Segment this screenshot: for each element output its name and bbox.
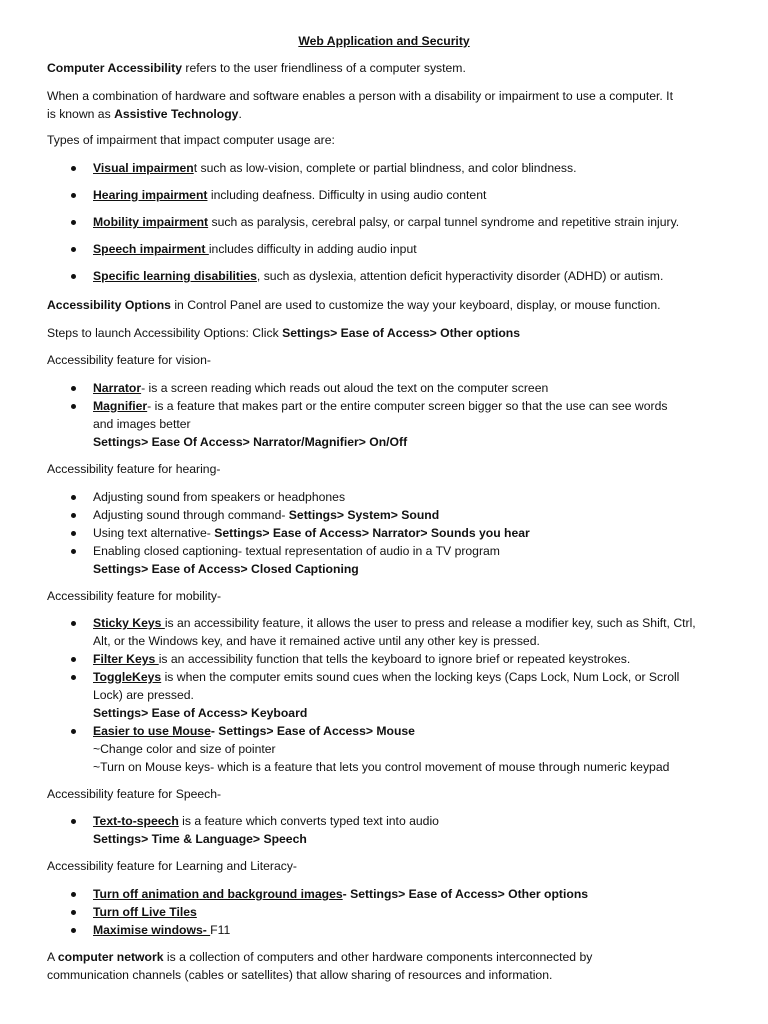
list-item: Adjusting sound through command- Settings> System> Sound bbox=[93, 506, 738, 524]
mobility-list bbox=[93, 614, 738, 776]
options-paragraph: Accessibility Options in Control Panel are used to customize the way your keyboard, display, or mouse function. bbox=[47, 298, 661, 312]
list-item: Narrator- is a screen reading which reads out aloud the text on the computer screen bbox=[93, 379, 738, 397]
assistive-paragraph bbox=[47, 87, 738, 123]
vision-heading: Accessibility feature for vision- bbox=[47, 353, 211, 367]
assistive-line2-post: . bbox=[238, 107, 242, 121]
network-paragraph: A computer network is a collection of computers and other hardware components interconnected by communication channels (cables or satellites) that allow sharing of resources and information. bbox=[47, 950, 593, 982]
learning-list bbox=[93, 885, 738, 939]
list-item: Enabling closed captioning- textual representation of audio in a TV program Settings> Ease of Access> Closed Captioning bbox=[93, 542, 738, 578]
intro-paragraph bbox=[47, 59, 738, 77]
assistive-line1: When a combination of hardware and software enables a person with a disability or impairment to use a computer. It bbox=[47, 89, 673, 103]
list-item: Turn off animation and background images- Settings> Ease of Access> Other options bbox=[93, 885, 738, 903]
speech-heading: Accessibility feature for Speech- bbox=[47, 787, 222, 801]
mobility-heading: Accessibility feature for mobility- bbox=[47, 589, 222, 603]
intro-rest: refers to the user friendliness of a computer system. bbox=[182, 61, 466, 75]
list-item: Speech impairment includes difficulty in adding audio input bbox=[93, 240, 738, 258]
list-item: Turn off Live Tiles bbox=[93, 903, 738, 921]
list-item: Using text alternative- Settings> Ease of Access> Narrator> Sounds you hear bbox=[93, 524, 738, 542]
list-item: Mobility impairment such as paralysis, cerebral palsy, or carpal tunnel syndrome and repetitive strain injury. bbox=[93, 213, 738, 231]
hearing-heading: Accessibility feature for hearing- bbox=[47, 462, 221, 476]
assistive-line2-pre: is known as bbox=[47, 107, 115, 121]
list-item: Visual impairment such as low-vision, complete or partial blindness, and color blindness. bbox=[93, 159, 738, 177]
list-item: Text-to-speech is a feature which converts typed text into audio Settings> Time & Language> Speech bbox=[93, 812, 738, 848]
assistive-term: Assistive Technology bbox=[114, 107, 239, 121]
types-heading: Types of impairment that impact computer usage are: bbox=[47, 133, 335, 147]
steps-paragraph: Steps to launch Accessibility Options: Click Settings> Ease of Access> Other options bbox=[47, 326, 521, 340]
list-item: Hearing impairment including deafness. Difficulty in using audio content bbox=[93, 186, 738, 204]
learning-heading: Accessibility feature for Learning and Literacy- bbox=[47, 859, 297, 873]
list-item: Sticky Keys is an accessibility feature, it allows the user to press and release a modifier key, such as Shift, Ctrl, Alt, or the Windows key, and have it remained active until any other key is pressed. bbox=[93, 614, 738, 650]
hearing-list bbox=[93, 488, 738, 578]
list-item: Easier to use Mouse- Settings> Ease of Access> Mouse ~Change color and size of pointer ~Turn on Mouse keys- which is a feature that lets you control movement of mouse through numeric keypad bbox=[93, 722, 738, 776]
list-item: Adjusting sound from speakers or headphones bbox=[93, 488, 738, 506]
list-item: ToggleKeys is when the computer emits sound cues when the locking keys (Caps Lock, Num Lock, or Scroll Lock) are pressed. Settings> Ease of Access> Keyboard bbox=[93, 668, 738, 722]
list-item: Maximise windows- F11 bbox=[93, 921, 738, 939]
list-item: Specific learning disabilities, such as dyslexia, attention deficit hyperactivity disorder (ADHD) or autism. bbox=[93, 267, 738, 285]
speech-list bbox=[93, 812, 738, 848]
intro-term: Computer Accessibility bbox=[47, 61, 183, 75]
list-item: Magnifier- is a feature that makes part or the entire computer screen bigger so that the use can see words and images better Settings> Ease Of Access> Narrator/Magnifier> On/Off bbox=[93, 397, 738, 451]
impairment-list bbox=[93, 159, 738, 285]
page-title: Web Application and Security bbox=[298, 34, 470, 48]
vision-list bbox=[93, 379, 738, 451]
list-item: Filter Keys is an accessibility function that tells the keyboard to ignore brief or repeated keystrokes. bbox=[93, 650, 738, 668]
